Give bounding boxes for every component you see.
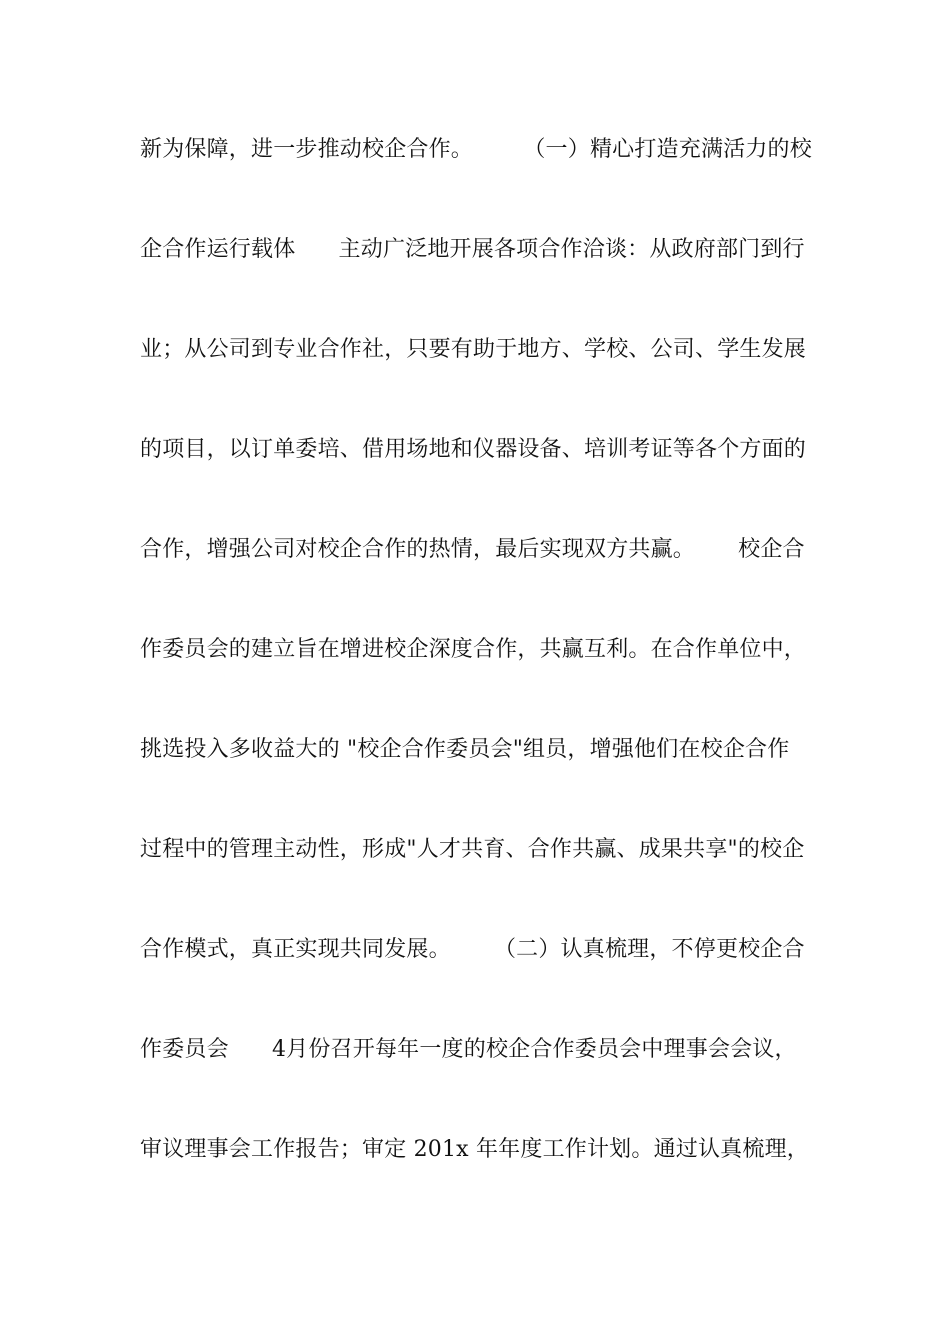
- text-line: 合作模式，真正实现共同发展。 （二）认真梳理，不停更校企合: [140, 937, 805, 962]
- text-line: 业；从公司到专业合作社，只要有助于地方、学校、公司、学生发展: [140, 337, 807, 362]
- text-line: 作委员会 4月份召开每年一度的校企合作委员会中理事会会议，: [140, 1037, 797, 1062]
- text-line: 作委员会的建立旨在增进校企深度合作，共赢互利。在合作单位中，: [140, 637, 807, 662]
- text-line: 的项目，以订单委培、借用场地和仪器设备、培训考证等各个方面的: [140, 437, 807, 462]
- text-line: 挑选投入多收益大的 "校企合作委员会"组员，增强他们在校企合作: [140, 737, 790, 762]
- text-line: 过程中的管理主动性，形成"人才共育、合作共赢、成果共享"的校企: [140, 837, 805, 862]
- text-line: 合作，增强公司对校企合作的热情，最后实现双方共赢。 校企合: [140, 537, 805, 562]
- text-line: 审议理事会工作报告；审定 201x 年年度工作计划。通过认真梳理，: [140, 1137, 809, 1162]
- text-line: 新为保障，进一步推动校企合作。 （一）精心打造充满活力的校: [140, 137, 812, 162]
- text-line: 企合作运行载体 主动广泛地开展各项合作洽谈：从政府部门到行: [140, 237, 805, 262]
